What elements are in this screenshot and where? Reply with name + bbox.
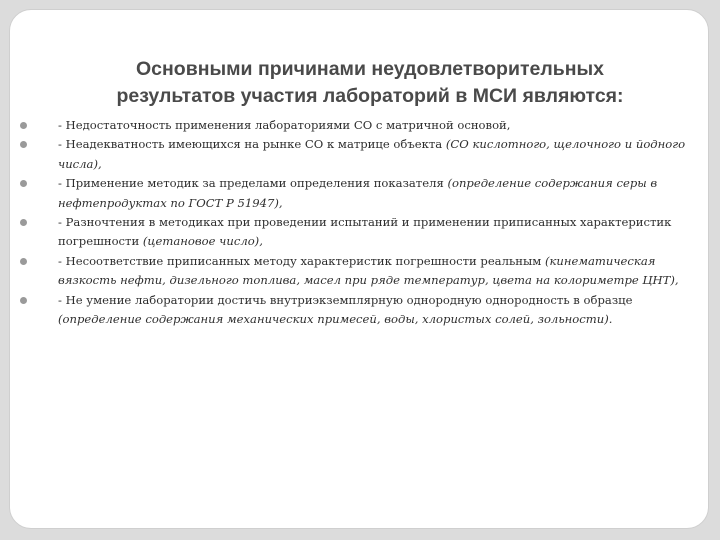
bullet-dot-icon (20, 297, 27, 304)
bullet-dot-icon (20, 219, 27, 226)
item-text: - Не умение лаборатории достичь внутриэкземплярную однородную однородность в образце (58, 292, 633, 307)
item-note: (цетановое число), (142, 234, 263, 249)
list-item (18, 116, 694, 135)
title-line-2: результатов участия лабораторий в МСИ являются: (116, 85, 624, 107)
item-note: (СО кислотного, щелочного и йодного числа), (58, 137, 686, 171)
list-item (18, 252, 694, 291)
list-item (18, 213, 694, 252)
bullet-dot-icon (20, 258, 27, 265)
reasons-list (18, 116, 694, 329)
bullet-dot-icon (20, 141, 27, 148)
item-text: - Разночтения в методиках при проведении испытаний и применении приписанных характеристик погрешности (58, 215, 672, 249)
bullet-dot-icon (20, 122, 27, 129)
item-note: (определение содержания серы в нефтепродуктах по ГОСТ Р 51947), (58, 176, 658, 210)
item-text: - Неадекватность имеющихся на рынке СО к матрице объекта (58, 137, 446, 152)
slide-title (70, 56, 670, 110)
list-item (18, 135, 694, 174)
item-text: - Недостаточность применения лабораториями СО с матричной основой, (58, 118, 511, 132)
list-item (18, 291, 694, 330)
item-note: (кинематическая вязкость нефти, дизельного топлива, масел при ряде температур, цвета на колориметре ЦНТ), (58, 253, 679, 288)
item-text: - Несоответствие приписанных методу характеристик погрешности реальным (58, 253, 545, 268)
bullet-dot-icon (20, 180, 27, 187)
list-item (18, 174, 694, 213)
item-note: (определение содержания механических примесей, воды, хлористых солей, зольности). (58, 312, 613, 327)
title-line-1: Основными причинами неудовлетворительных (136, 58, 604, 80)
item-text: - Применение методик за пределами определения показателя (58, 176, 448, 191)
